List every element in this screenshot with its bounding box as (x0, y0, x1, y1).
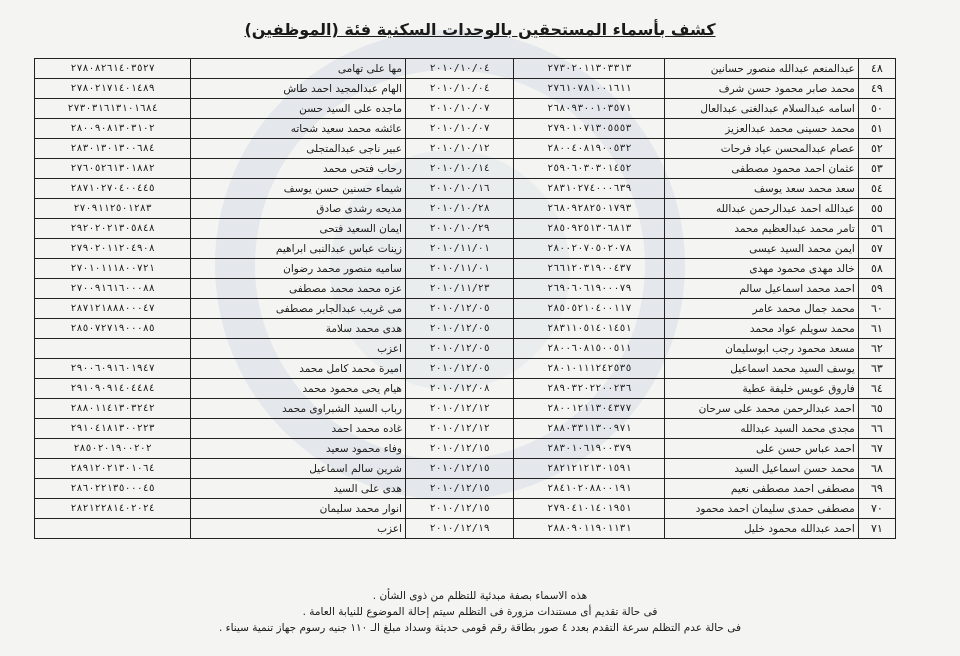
date-cell: ٢٠١٠/١٠/٠٤ (405, 59, 513, 79)
table-row (35, 299, 896, 319)
date-cell: ٢٠١٠/١٢/١٥ (405, 439, 513, 459)
spouse-national-id-cell: ٢٨٧١٠٢٧٠٤٠٠٤٤٥ (35, 179, 191, 199)
employee-name-cell: مجدى محمد السيد عبدالله (665, 419, 858, 439)
row-number-cell: ٦٢ (858, 339, 895, 359)
table-row (35, 59, 896, 79)
row-number-cell: ٥٥ (858, 199, 895, 219)
note-line: فى حالة تقديم أى مستندات مزورة فى التظلم سيتم إحالة الموضوع للنيابة العامة . (302, 606, 658, 618)
row-number-cell: ٦٠ (858, 299, 895, 319)
spouse-name-cell: ساميه منصور محمد رضوان (191, 259, 406, 279)
spouse-name-cell: وفاء محمود سعيد (191, 439, 406, 459)
table-row (35, 439, 896, 459)
note-line: هذه الاسماء بصفة مبدئية للتظلم من ذوى الشأن . (372, 590, 588, 602)
spouse-name-cell: اعزب (191, 519, 406, 539)
spouse-name-cell: عبير ناجى عبدالمتجلى (191, 139, 406, 159)
spouse-national-id-cell: ٢٩١٠٤١٨١٣٠٠٢٢٣ (35, 419, 191, 439)
spouse-national-id-cell (35, 519, 191, 539)
spouse-name-cell: رباب السيد الشبراوى محمد (191, 399, 406, 419)
table-row (35, 79, 896, 99)
row-number-cell: ٤٩ (858, 79, 895, 99)
row-number-cell: ٥٧ (858, 239, 895, 259)
table-row (35, 339, 896, 359)
national-id-cell: ٢٨٨٠٣٣١١٣٠٠٩٧١ (514, 419, 665, 439)
date-cell: ٢٠١٠/١٠/٠٧ (405, 119, 513, 139)
national-id-cell: ٢٨٣١٠٢٧٤٠٠٠٦٣٩ (514, 179, 665, 199)
date-cell: ٢٠١٠/١٢/٠٥ (405, 339, 513, 359)
date-cell: ٢٠١٠/١٠/٢٨ (405, 199, 513, 219)
spouse-national-id-cell: ٢٨٩١٢٠٢١٣٠١٠٦٤ (35, 459, 191, 479)
table-row (35, 239, 896, 259)
spouse-name-cell: مها على تهامى (191, 59, 406, 79)
row-number-cell: ٦٨ (858, 459, 895, 479)
spouse-name-cell: غاده محمد احمد (191, 419, 406, 439)
spouse-national-id-cell: ٢٧٣٠٣١٦١٣١٠١٦٨٤ (35, 99, 191, 119)
employee-name-cell: عبدالله احمد عبدالرحمن عبدالله (665, 199, 858, 219)
employee-name-cell: تامر محمد عبدالعظيم محمد (665, 219, 858, 239)
spouse-name-cell: رحاب فتحى محمد (191, 159, 406, 179)
employee-name-cell: ايمن محمد السيد عيسى (665, 239, 858, 259)
date-cell: ٢٠١٠/١٠/٠٤ (405, 79, 513, 99)
spouse-national-id-cell: ٢٨٥٠٢٠١٩٠٠٢٠٢ (35, 439, 191, 459)
national-id-cell: ٢٦٨٠٩٣٠٠١٠٣٥٧١ (514, 99, 665, 119)
table-row (35, 259, 896, 279)
row-number-cell: ٥٠ (858, 99, 895, 119)
table-row (35, 519, 896, 539)
row-number-cell: ٦٩ (858, 479, 895, 499)
employee-name-cell: مصطفى حمدى سليمان احمد محمود (665, 499, 858, 519)
employee-name-cell: اسامه عبدالسلام عبدالغنى عبدالعال (665, 99, 858, 119)
date-cell: ٢٠١٠/١٠/١٦ (405, 179, 513, 199)
date-cell: ٢٠١٠/١٢/١٢ (405, 419, 513, 439)
spouse-national-id-cell: ٢٨٥٠٧٢٧١٩٠٠٠٨٥ (35, 319, 191, 339)
table-row (35, 119, 896, 139)
spouse-name-cell: عائشه محمد سعيد شحاته (191, 119, 406, 139)
table-row (35, 399, 896, 419)
employee-name-cell: احمد عبدالله محمود خليل (665, 519, 858, 539)
spouse-national-id-cell: ٢٨٨٠١١٤١٣٠٣٢٤٢ (35, 399, 191, 419)
national-id-cell: ٢٨٢١٢١٢١٣٠١٥٩١ (514, 459, 665, 479)
employee-name-cell: سعد محمد سعد يوسف (665, 179, 858, 199)
employee-name-cell: مسعد محمود رجب ابوسليمان (665, 339, 858, 359)
national-id-cell: ٢٨٨٠٩٠١١٩٠١١٣١ (514, 519, 665, 539)
employee-name-cell: عثمان احمد محمود مصطفى (665, 159, 858, 179)
date-cell: ٢٠١٠/١٢/٠٥ (405, 299, 513, 319)
national-id-cell: ٢٨٠٠١٢١١٣٠٤٣٧٧ (514, 399, 665, 419)
spouse-national-id-cell: ٢٧٨٠٢١٧١٤٠١٤٨٩ (35, 79, 191, 99)
employee-name-cell: يوسف السيد محمد اسماعيل (665, 359, 858, 379)
national-id-cell: ٢٧٣٠٢٠١١٣٠٣٣١٣ (514, 59, 665, 79)
employee-name-cell: احمد عبدالرحمن محمد على سرحان (665, 399, 858, 419)
row-number-cell: ٥٩ (858, 279, 895, 299)
spouse-name-cell: ايمان السعيد فتحى (191, 219, 406, 239)
employee-name-cell: احمد محمد اسماعيل سالم (665, 279, 858, 299)
employee-name-cell: محمد جمال محمد عامر (665, 299, 858, 319)
employee-name-cell: محمد صابر محمود حسن شرف (665, 79, 858, 99)
row-number-cell: ٥١ (858, 119, 895, 139)
national-id-cell: ٢٨٤١٠٢٠٨٨٠٠١٩١ (514, 479, 665, 499)
row-number-cell: ٦٧ (858, 439, 895, 459)
row-number-cell: ٥٢ (858, 139, 895, 159)
spouse-national-id-cell: ٢٧٨٠٨٢٦١٤٠٣٥٢٧ (35, 59, 191, 79)
notes-block (0, 588, 960, 636)
date-cell: ٢٠١٠/١٢/٠٥ (405, 319, 513, 339)
date-cell: ٢٠١٠/١٢/٠٨ (405, 379, 513, 399)
spouse-national-id-cell: ٢٨٧١٢١٨٨٨٠٠٠٤٧ (35, 299, 191, 319)
row-number-cell: ٦٣ (858, 359, 895, 379)
spouse-national-id-cell: ٢٧٠٩١١٢٥٠١٢٨٣ (35, 199, 191, 219)
row-number-cell: ٦٥ (858, 399, 895, 419)
spouse-name-cell: شرين سالم اسماعيل (191, 459, 406, 479)
row-number-cell: ٥٨ (858, 259, 895, 279)
date-cell: ٢٠١٠/١٠/١٢ (405, 139, 513, 159)
table-row (35, 139, 896, 159)
note-line: فى حالة عدم التظلم سرعة التقدم بعدد ٤ صور بطاقة رقم قومى حديثة وسداد مبلغ الـ ١١٠ جنيه رسوم جهاز تنمية سيناء . (218, 622, 742, 634)
employee-name-cell: محمد حسينى محمد عبدالعزيز (665, 119, 858, 139)
spouse-name-cell: زينات عباس عبدالنبى ابراهيم (191, 239, 406, 259)
row-number-cell: ٦١ (858, 319, 895, 339)
date-cell: ٢٠١٠/١٠/١٤ (405, 159, 513, 179)
spouse-national-id-cell: ٢٧٠١٠١١١٨٠٠٧٢١ (35, 259, 191, 279)
row-number-cell: ٧٠ (858, 499, 895, 519)
date-cell: ٢٠١٠/١١/٢٣ (405, 279, 513, 299)
spouse-name-cell: هدى على السيد (191, 479, 406, 499)
national-id-cell: ٢٥٩٠٦٠٣٠٣٠١٤٥٢ (514, 159, 665, 179)
table-row (35, 459, 896, 479)
table-row (35, 219, 896, 239)
national-id-cell: ٢٧٦١٠٧٨١٠٠١٦١١ (514, 79, 665, 99)
date-cell: ٢٠١٠/١٢/٠٥ (405, 359, 513, 379)
spouse-name-cell: انوار محمد سليمان (191, 499, 406, 519)
row-number-cell: ٦٤ (858, 379, 895, 399)
table-row (35, 379, 896, 399)
page-title: كشف بأسماء المستحقين بالوحدات السكنية فئة (الموظفين) (244, 20, 716, 39)
employee-name-cell: فاروق عويس خليفة عطية (665, 379, 858, 399)
spouse-name-cell: اميرة محمد كامل محمد (191, 359, 406, 379)
national-id-cell: ٢٨٣١١٠٥١٤٠١٤٥١ (514, 319, 665, 339)
table-row (35, 499, 896, 519)
table-row (35, 99, 896, 119)
employee-name-cell: مصطفى احمد مصطفى نعيم (665, 479, 858, 499)
date-cell: ٢٠١٠/١٢/١٢ (405, 399, 513, 419)
national-id-cell: ٢٧٩٠١٠٧١٣٠٥٥٥٣ (514, 119, 665, 139)
table-row (35, 319, 896, 339)
table-row (35, 199, 896, 219)
employee-name-cell: خالد مهدى محمود مهدى (665, 259, 858, 279)
spouse-name-cell: ماجده على السيد حسن (191, 99, 406, 119)
spouse-national-id-cell: ٢٩٢٠٢٠٢١٣٠٥٨٤٨ (35, 219, 191, 239)
national-id-cell: ٢٦٦١٢٠٣١٩٠٠٤٣٧ (514, 259, 665, 279)
spouse-name-cell: الهام عبدالمجيد احمد طاش (191, 79, 406, 99)
beneficiaries-table (34, 58, 896, 539)
date-cell: ٢٠١٠/١٠/٢٩ (405, 219, 513, 239)
employee-name-cell: عصام عبدالمحسن عياد فرحات (665, 139, 858, 159)
table-row (35, 479, 896, 499)
row-number-cell: ٥٣ (858, 159, 895, 179)
spouse-name-cell: مى غريب عبدالجابر مصطفى (191, 299, 406, 319)
spouse-national-id-cell: ٢٩٠٠٦٠٩١٦٠١٩٤٧ (35, 359, 191, 379)
national-id-cell: ٢٨٠٠٦٠٨١٥٠٠٥١١ (514, 339, 665, 359)
table-row (35, 159, 896, 179)
spouse-national-id-cell: ٢٨٢١٢٢٨١٤٠٢٠٢٤ (35, 499, 191, 519)
spouse-national-id-cell: ٢٧٦٠٥٢٦١٣٠١٨٨٢ (35, 159, 191, 179)
table-row (35, 279, 896, 299)
date-cell: ٢٠١٠/١١/٠١ (405, 259, 513, 279)
row-number-cell: ٥٦ (858, 219, 895, 239)
date-cell: ٢٠١٠/١٠/٠٧ (405, 99, 513, 119)
national-id-cell: ٢٦٨٠٩٢٨٢٥٠١٧٩٣ (514, 199, 665, 219)
spouse-name-cell: اعزب (191, 339, 406, 359)
national-id-cell: ٢٦٩٠٦٠٦١٩٠٠٠٧٩ (514, 279, 665, 299)
national-id-cell: ٢٨٣٠١٠٦١٩٠٠٣٧٩ (514, 439, 665, 459)
row-number-cell: ٤٨ (858, 59, 895, 79)
row-number-cell: ٧١ (858, 519, 895, 539)
row-number-cell: ٥٤ (858, 179, 895, 199)
national-id-cell: ٢٨٠٠٢٠٧٠٥٠٢٠٧٨ (514, 239, 665, 259)
spouse-national-id-cell: ٢٧٩٠٢٠١١٢٠٤٩٠٨ (35, 239, 191, 259)
spouse-name-cell: هيام يحى محمود محمد (191, 379, 406, 399)
spouse-name-cell: هدى محمد سلامة (191, 319, 406, 339)
date-cell: ٢٠١٠/١١/٠١ (405, 239, 513, 259)
national-id-cell: ٢٨٠١٠١١١٢٤٢٥٣٥ (514, 359, 665, 379)
date-cell: ٢٠١٠/١٢/١٥ (405, 459, 513, 479)
spouse-name-cell: عزه محمد محمد مصطفى (191, 279, 406, 299)
national-id-cell: ٢٨٥٠٩٢٥١٣٠٦٨١٣ (514, 219, 665, 239)
table-row (35, 419, 896, 439)
spouse-national-id-cell (35, 339, 191, 359)
table-row (35, 179, 896, 199)
spouse-national-id-cell: ٢٨٦٠٢٢١٣٥٠٠٠٤٥ (35, 479, 191, 499)
spouse-name-cell: مديحه رشدى صادق (191, 199, 406, 219)
national-id-cell: ٢٨٥٠٥٢١٠٤٠٠١١٧ (514, 299, 665, 319)
spouse-national-id-cell: ٢٩١٠٩٠٩١٤٠٤٤٨٤ (35, 379, 191, 399)
spouse-name-cell: شيماء حسنين حسن يوسف (191, 179, 406, 199)
national-id-cell: ٢٨٠٠٤٠٨١٩٠٠٥٣٢ (514, 139, 665, 159)
spouse-national-id-cell: ٢٨٣٠١٣٠١٣٠٠٦٨٤ (35, 139, 191, 159)
employee-name-cell: احمد عباس حسن على (665, 439, 858, 459)
national-id-cell: ٢٨٩٠٣٢٠٢٢٠٠٢٣٦ (514, 379, 665, 399)
date-cell: ٢٠١٠/١٢/١٩ (405, 519, 513, 539)
employee-name-cell: عبدالمنعم عبدالله منصور حسانين (665, 59, 858, 79)
spouse-national-id-cell: ٢٧٠٠٩١٦١٦٠٠٠٨٨ (35, 279, 191, 299)
spouse-national-id-cell: ٢٨٠٠٩٠٨١٣٠٣١٠٢ (35, 119, 191, 139)
date-cell: ٢٠١٠/١٢/١٥ (405, 499, 513, 519)
date-cell: ٢٠١٠/١٢/١٥ (405, 479, 513, 499)
employee-name-cell: محمد حسن اسماعيل السيد (665, 459, 858, 479)
national-id-cell: ٢٧٩٠٤١٠١٤٠١٩٥١ (514, 499, 665, 519)
employee-name-cell: محمد سويلم عواد محمد (665, 319, 858, 339)
row-number-cell: ٦٦ (858, 419, 895, 439)
table-row (35, 359, 896, 379)
